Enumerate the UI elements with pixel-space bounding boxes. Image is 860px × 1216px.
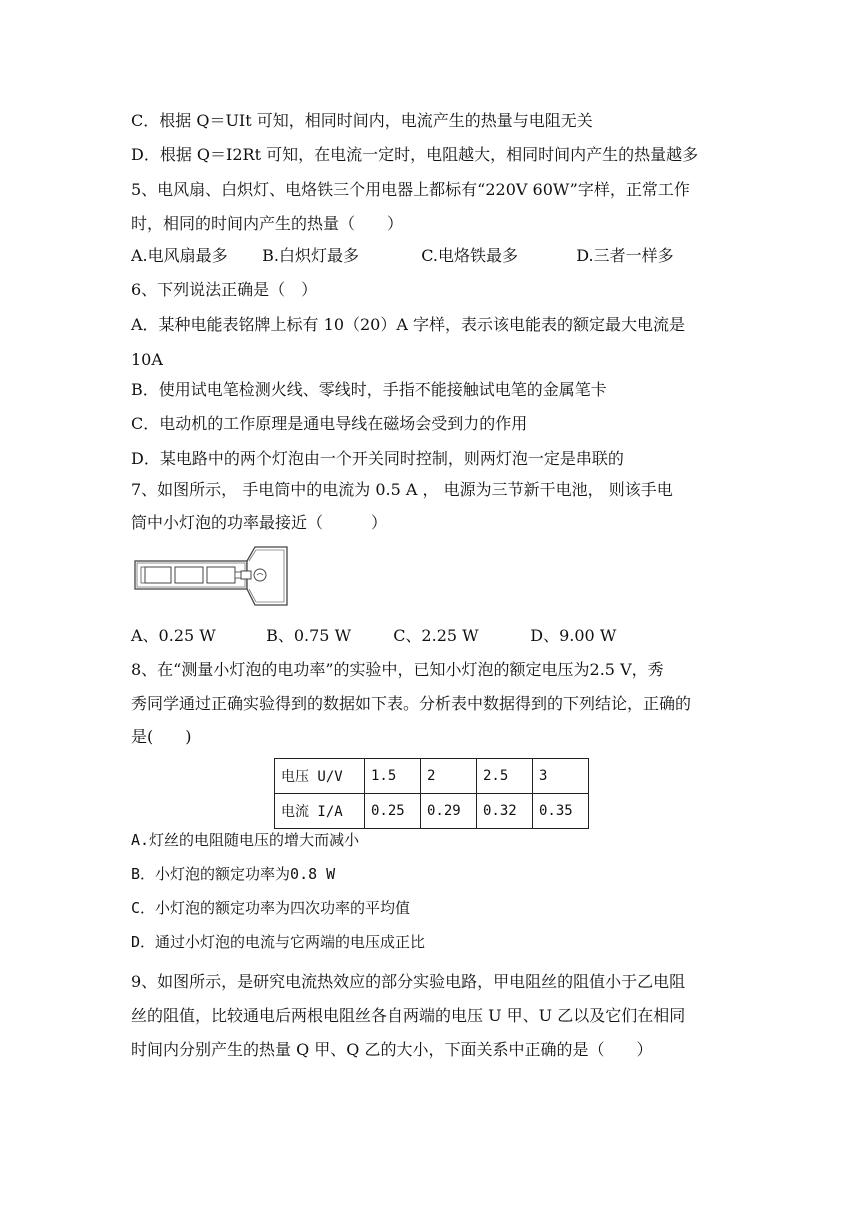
q9-stem-line1: 9、如图所示，是研究电流热效应的部分实验电路，甲电阻丝的阻值小于乙电阻	[131, 972, 686, 991]
q5-stem-line2: 时，相同的时间内产生的热量（ ）	[131, 214, 404, 233]
q6-option-d: D．某电路中的两个灯泡由一个开关同时控制，则两灯泡一定是串联的	[131, 449, 624, 468]
q5-stem-line1: 5、电风扇、白炽灯、电烙铁三个用电器上都标有“220V 60W”字样，正常工作	[131, 180, 690, 199]
q6-option-a-line1: A．某种电能表铭牌上标有 10（20）A 字样，表示该电能表的额定最大电流是	[131, 315, 686, 334]
q8-option-d: D．通过小灯泡的电流与它两端的电压成正比	[131, 933, 426, 951]
table-cell: 0.25	[365, 794, 421, 829]
q7-option-b: B、0.75 W	[266, 626, 352, 645]
table-cell: 0.32	[477, 794, 533, 829]
option-c-prev: C．根据 Q＝UIt 可知，相同时间内，电流产生的热量与电阻无关	[131, 111, 593, 130]
q5-option-d: D.三者一样多	[576, 246, 674, 265]
q6-option-c: C．电动机的工作原理是通电导线在磁场会受到力的作用	[131, 414, 528, 433]
q8-stem-line3: 是( )	[131, 727, 192, 746]
q8-stem-line2: 秀同学通过正确实验得到的数据如下表。分析表中数据得到的下列结论，正确的	[131, 694, 692, 713]
q7-stem-line1: 7、如图所示， 手电筒中的电流为 0.5 A ， 电源为三节新干电池， 则该手电	[131, 480, 673, 499]
flashlight-figure	[131, 545, 301, 607]
option-d-prev: D．根据 Q＝I2Rt 可知，在电流一定时，电阻越大，相同时间内产生的热量越多	[131, 145, 699, 164]
q5-option-c: C.电烙铁最多	[421, 246, 518, 265]
table-cell: 2	[421, 759, 477, 794]
q5-option-b: B.白炽灯最多	[262, 246, 359, 265]
q8-option-b: B．小灯泡的额定功率为0.8 W	[131, 865, 336, 883]
q7-option-d: D、9.00 W	[530, 626, 617, 645]
table-cell: 0.29	[421, 794, 477, 829]
q6-option-a-line2: 10A	[131, 350, 163, 369]
table-cell: 1.5	[365, 759, 421, 794]
table-cell: 0.35	[533, 794, 589, 829]
q7-option-a: A、0.25 W	[131, 626, 216, 645]
table-cell: 电流 I/A	[275, 794, 365, 829]
table-cell: 电压 U/V	[275, 759, 365, 794]
q8-data-table	[274, 758, 589, 829]
q6-option-b: B．使用试电笔检测火线、零线时，手指不能接触试电笔的金属笔卡	[131, 380, 607, 399]
table-row	[275, 794, 589, 829]
q5-option-a: A.电风扇最多	[131, 246, 228, 265]
q7-stem-line2: 筒中小灯泡的功率最接近（ ）	[131, 513, 388, 532]
q8-option-a: A.灯丝的电阻随电压的增大而减小	[131, 831, 360, 849]
q7-options	[131, 626, 616, 646]
table-cell: 3	[533, 759, 589, 794]
q8-stem-line1: 8、在“测量小灯泡的电功率”的实验中，已知小灯泡的额定电压为2.5 V，秀	[131, 660, 664, 679]
q5-options	[131, 246, 674, 266]
q9-stem-line3: 时间内分别产生的热量 Q 甲、Q 乙的大小，下面关系中正确的是（ ）	[131, 1040, 653, 1059]
q7-option-c: C、2.25 W	[393, 626, 479, 645]
q8-option-c: C．小灯泡的额定功率为四次功率的平均值	[131, 899, 411, 917]
q9-stem-line2: 丝的阻值，比较通电后两根电阻丝各自两端的电压 U 甲、U 乙以及它们在相同	[131, 1006, 686, 1025]
table-cell: 2.5	[477, 759, 533, 794]
q6-stem: 6、下列说法正确是（ ）	[131, 280, 318, 299]
table-row	[275, 759, 589, 794]
